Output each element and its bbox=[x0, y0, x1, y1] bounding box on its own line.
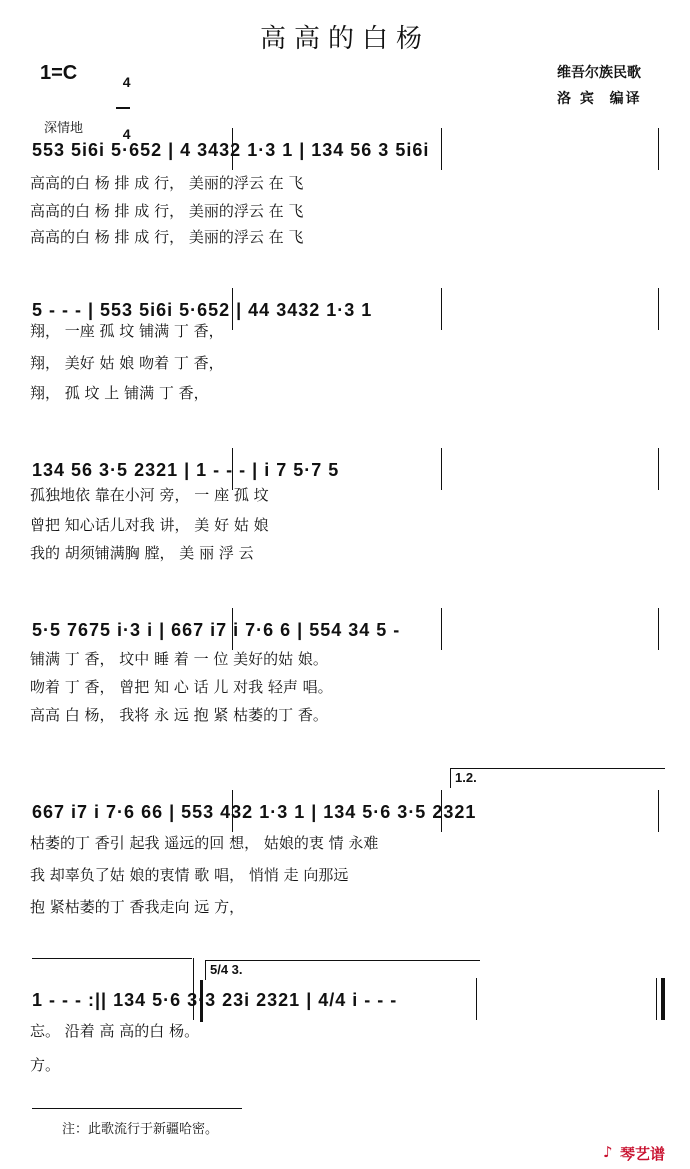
notation-line: 134 56 3·5 2321 | 1 - - - | i 7 5·7 5 bbox=[32, 460, 340, 480]
notation-line: 553 5i6i 5·652 | 4 3432 1·3 1 | 134 56 3 5i6i bbox=[32, 140, 430, 160]
score-system-1 bbox=[0, 118, 690, 248]
footnote: 注：此歌流行于新疆哈密。 bbox=[62, 1122, 219, 1137]
score-system-6 bbox=[0, 962, 690, 1098]
lyric-verse-2: 曾把 知心话儿对我 讲， 美 好 姑 娘 bbox=[30, 516, 269, 534]
lyric-verse-3: 高高的白 杨 排 成 行， 美丽的浮云 在 飞 bbox=[30, 228, 304, 246]
lyric-verse-2: 我 却辜负了姑 娘的衷情 歌 唱， 悄悄 走 向那远 bbox=[30, 866, 349, 884]
lyric-verse-3: 我的 胡须铺满胸 膛， 美 丽 浮 云 bbox=[30, 544, 254, 562]
song-origin: 维吾尔族民歌 bbox=[557, 65, 641, 81]
lyric-verse-1: 忘。 沿着 高 高的白 杨。 bbox=[30, 1022, 200, 1040]
lyric-verse-2: 高高的白 杨 排 成 行， 美丽的浮云 在 飞 bbox=[30, 202, 304, 220]
lyric-verse-1: 孤独地依 靠在小河 旁， 一 座 孤 坟 bbox=[30, 486, 269, 504]
score-system-3 bbox=[0, 438, 690, 568]
score-system-4 bbox=[0, 598, 690, 728]
watermark: 琴艺谱 bbox=[620, 1145, 666, 1163]
lyric-verse-1: 枯萎的丁 香引 起我 遥远的回 想， 姑娘的衷 情 永难 bbox=[30, 834, 379, 852]
lyric-verse-1: 高高的白 杨 排 成 行， 美丽的浮云 在 飞 bbox=[30, 174, 304, 192]
tempo-marking: 深情地 bbox=[44, 121, 84, 136]
lyric-verse-1: 铺满 丁 香， 坟中 睡 着 一 位 美好的姑 娘。 bbox=[30, 650, 328, 668]
footnote-rule bbox=[32, 1108, 242, 1109]
music-logo-icon: ♪ bbox=[603, 1143, 613, 1161]
score-system-5 bbox=[0, 770, 690, 916]
song-title: 高高的白杨 bbox=[259, 24, 430, 54]
lyric-verse-2: 方。 bbox=[30, 1056, 61, 1074]
arranger: 洛 宾 编译 bbox=[557, 91, 642, 107]
lyric-verse-2: 翔， 美好 姑 娘 吻着 丁 香， bbox=[30, 354, 224, 372]
lyric-verse-3: 抱 紧枯萎的丁 香我走向 远 方， bbox=[30, 898, 245, 916]
notation-line: 5·5 7675 i·3 i | 667 i7 i 7·6 6 | 554 34 5 - bbox=[32, 620, 401, 640]
volta-bracket: 5/4 3. bbox=[205, 960, 480, 980]
score-system-2 bbox=[0, 278, 690, 408]
lyric-verse-3: 翔， 孤 坟 上 铺满 丁 香， bbox=[30, 384, 209, 402]
lyric-verse-2: 吻着 丁 香， 曾把 知 心 话 儿 对我 轻声 唱。 bbox=[30, 678, 333, 696]
lyric-verse-3: 高高 白 杨， 我将 永 远 抱 紧 枯萎的丁 香。 bbox=[30, 706, 328, 724]
time-signature-bottom: 4 bbox=[122, 126, 131, 142]
volta-bracket: 1.2. bbox=[450, 768, 665, 788]
lyric-verse-1: 翔， 一座 孤 坟 铺满 丁 香， bbox=[30, 322, 224, 340]
notation-line: 1 - - - :|| 134 5·6 3·3 23i 2321 | 4/4 i - - - bbox=[32, 990, 398, 1010]
time-signature-top: 4 bbox=[122, 74, 131, 90]
notation-line: 667 i7 i 7·6 66 | 553 432 1·3 1 | 134 5·6 3·5 2321 bbox=[32, 802, 477, 822]
key-signature: 1=C bbox=[40, 62, 78, 84]
notation-line: 5 - - - | 553 5i6i 5·652 | 44 3432 1·3 1 bbox=[32, 300, 373, 320]
